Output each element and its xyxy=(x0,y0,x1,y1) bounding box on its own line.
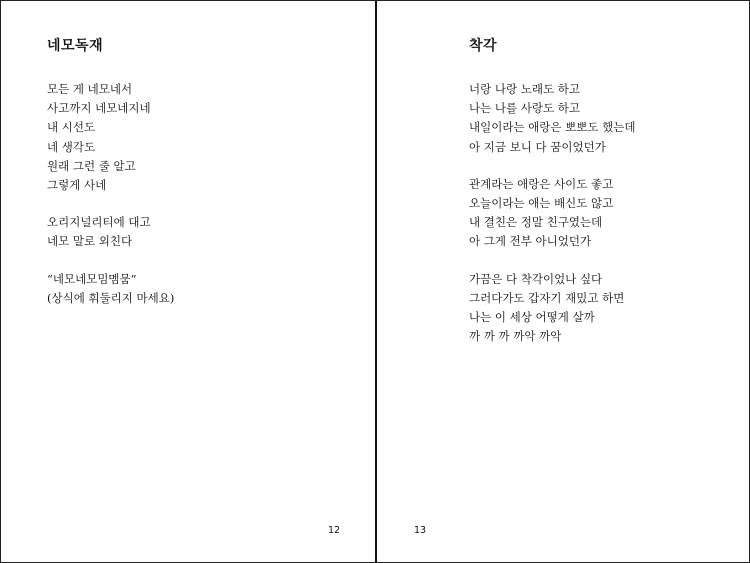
page-number: 12 xyxy=(328,525,341,536)
stanza xyxy=(469,80,636,157)
poem-line: 너랑 나랑 노래도 하고 xyxy=(469,82,580,96)
poem-body xyxy=(47,80,174,326)
poem-line: 가끔은 다 착각이었나 싶다 xyxy=(469,271,603,286)
stanza xyxy=(47,270,174,308)
poem-line: 아 지금 보니 다 꿈이었던가 xyxy=(469,139,606,154)
poem-line: 오늘이라는 애는 배신도 않고 xyxy=(469,196,614,211)
poem-line: 그러다가도 갑자기 재밌고 하면 xyxy=(469,290,625,305)
poem-title: 네모독재 xyxy=(47,38,104,54)
poem-line: (상식에 휘둘리지 마세요) xyxy=(47,290,175,305)
poem-line: 까 까 까 까악 까악 xyxy=(469,329,562,344)
left-page xyxy=(1,1,375,562)
poem-line: 원래 그런 줄 알고 xyxy=(47,158,136,173)
poem-line: 오리지널리티에 대고 xyxy=(47,215,151,230)
poem-line: 내 시선도 xyxy=(47,120,96,135)
poem-line: 나는 나를 사랑도 하고 xyxy=(469,101,580,116)
poem-line: 내일이라는 애랑은 뽀뽀도 했는데 xyxy=(469,120,636,135)
poem-line: 사고까지 네모네지네 xyxy=(47,101,151,116)
poem-line: 모든 게 네모네서 xyxy=(47,82,133,96)
stanza xyxy=(469,175,636,252)
poem-title: 착각 xyxy=(469,38,498,54)
right-page xyxy=(377,1,749,562)
stanza xyxy=(469,270,636,347)
poem-line: 네모 말로 외친다 xyxy=(47,234,133,249)
poem-line: 아 그게 전부 아니었던가 xyxy=(469,234,592,249)
poem-line: 관계라는 애랑은 사이도 좋고 xyxy=(469,176,614,191)
poem-body xyxy=(469,80,636,364)
poem-line: 그렇게 사네 xyxy=(47,178,107,193)
page-number: 13 xyxy=(414,525,427,536)
poem-line: 네 생각도 xyxy=(47,139,96,154)
poem-line: 나는 이 세상 어떻게 살까 xyxy=(469,310,595,325)
stanza xyxy=(47,80,174,195)
stanza xyxy=(47,213,174,251)
poem-line: “네모네모밈멤뭄” xyxy=(47,271,137,286)
poem-line: 내 결친은 정말 친구였는데 xyxy=(469,215,603,230)
